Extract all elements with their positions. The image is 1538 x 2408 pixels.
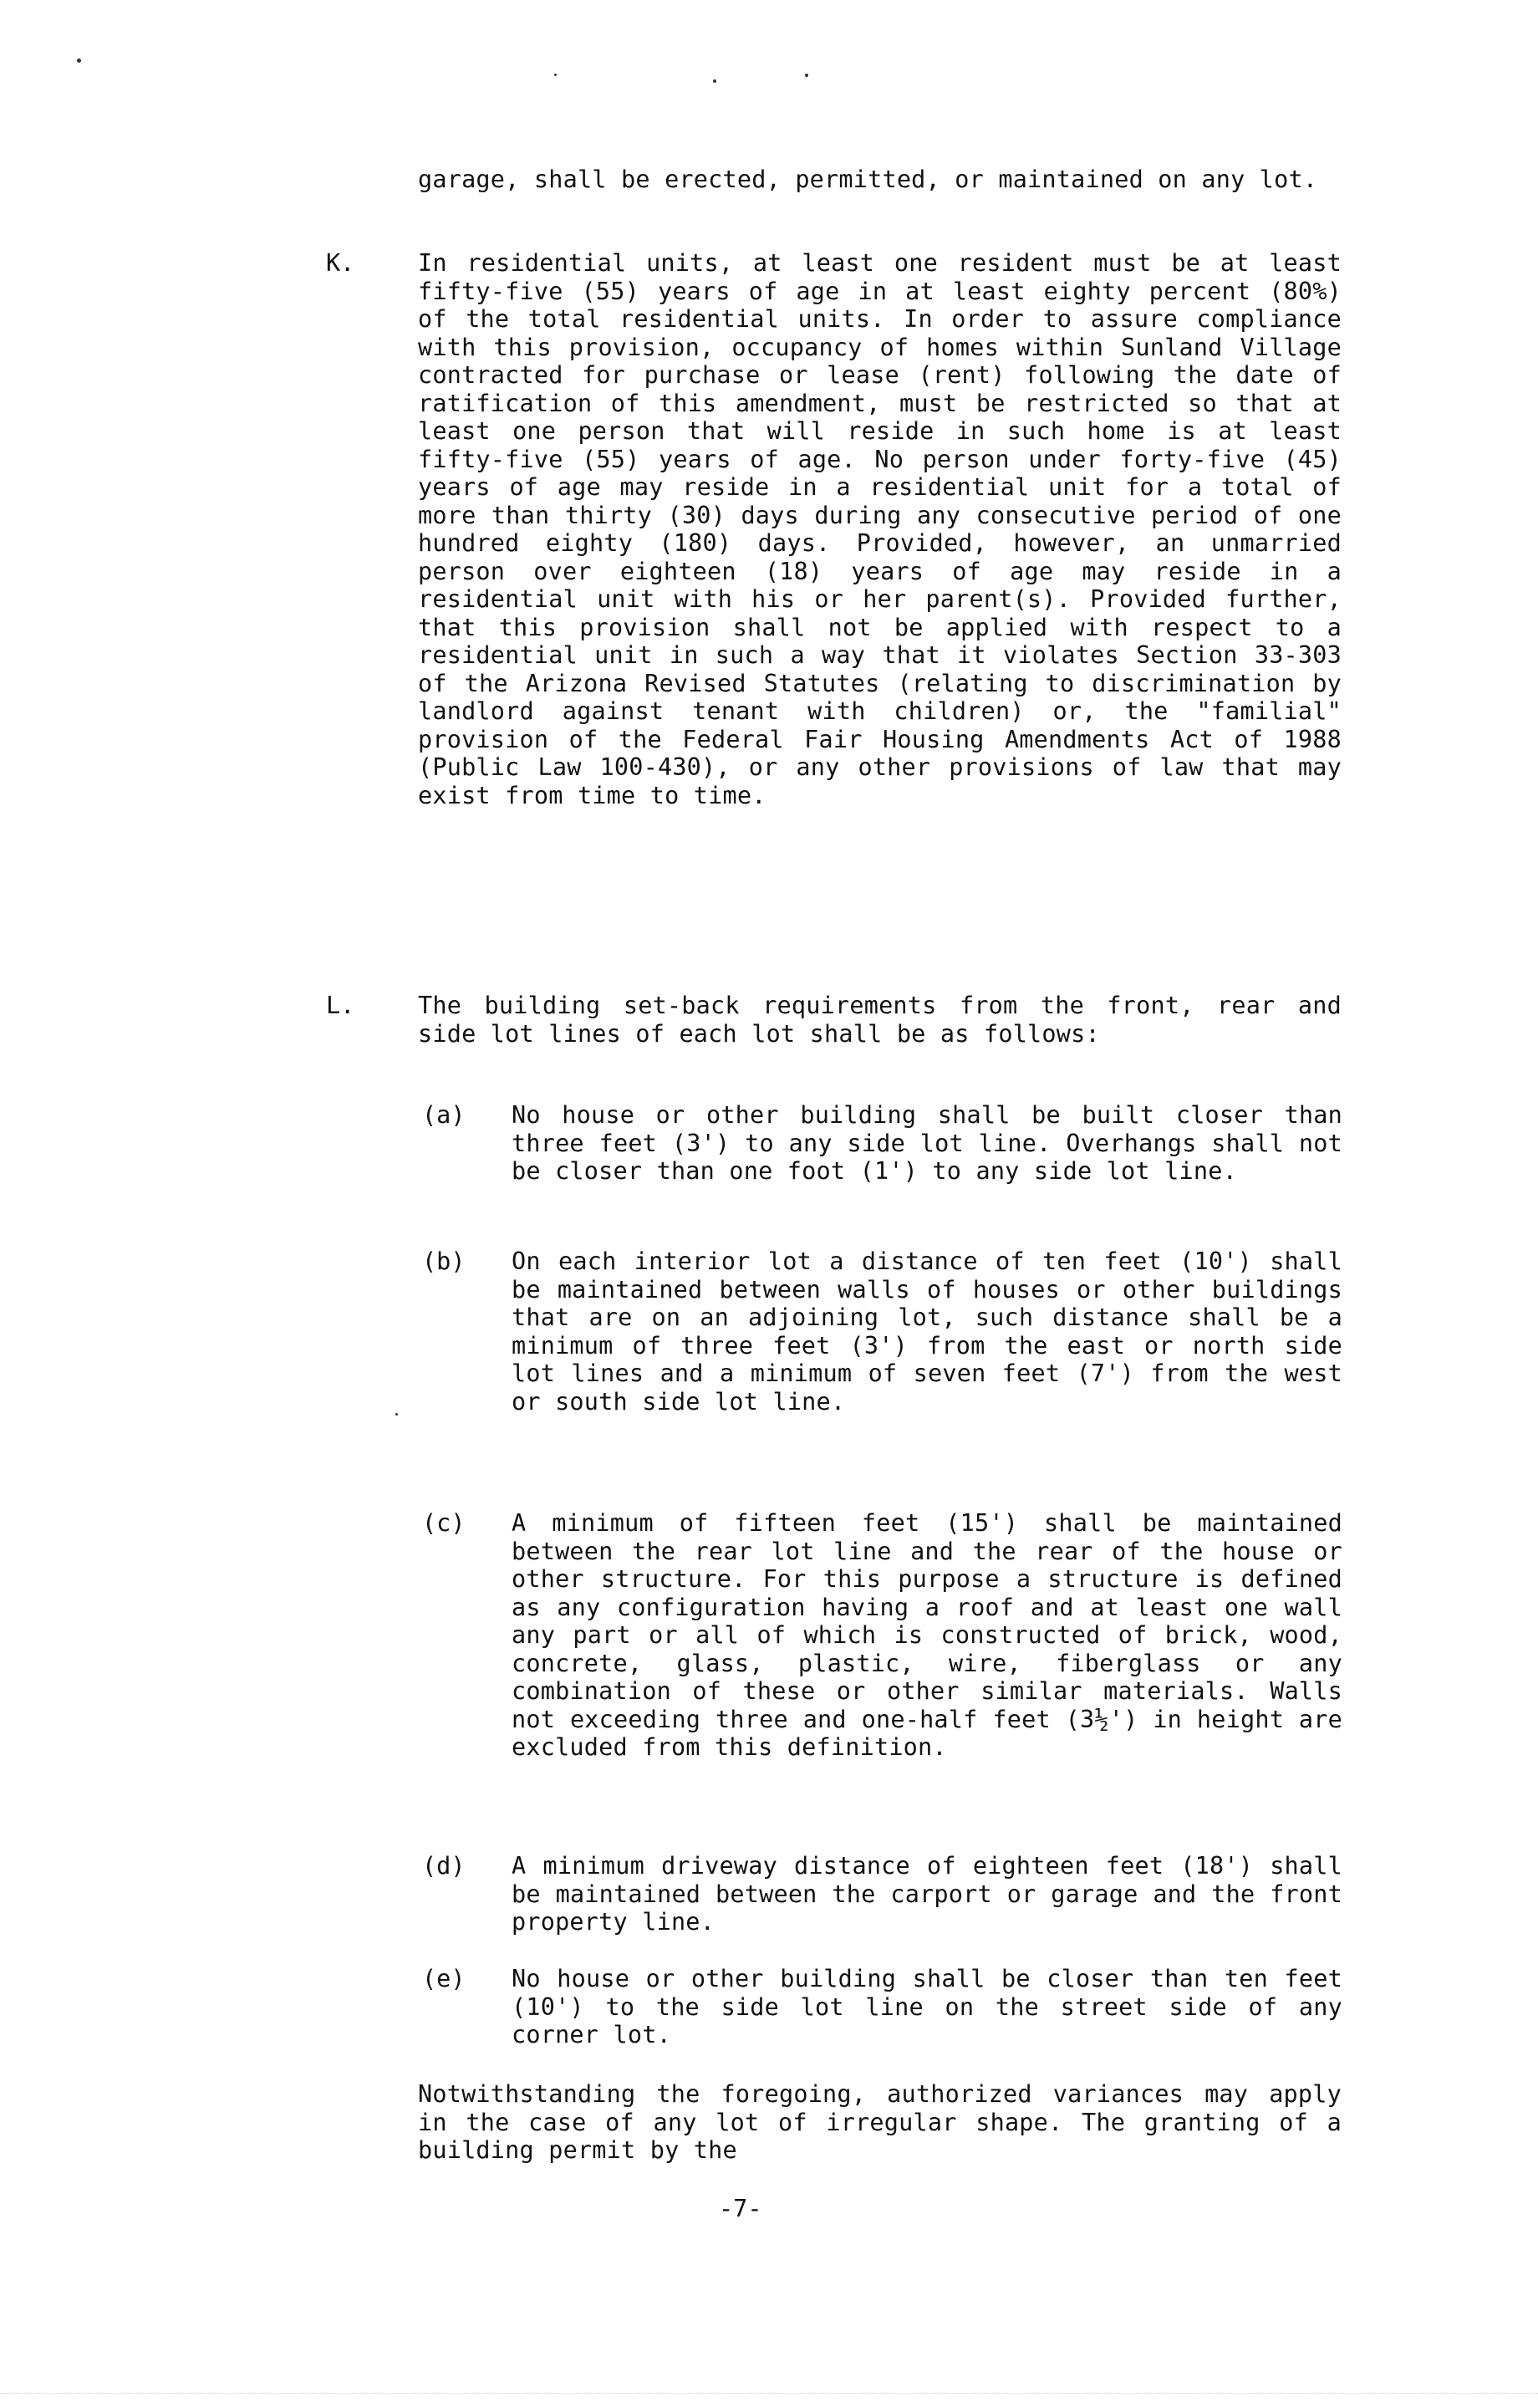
- closing-paragraph: Notwithstanding the foregoing, authorized variances may apply in the case of any lot of irregular shape. The granting of a building permit by the: [418, 2080, 1342, 2164]
- subsection-a-marker: (a): [422, 1101, 466, 1129]
- subsection-b-marker: (b): [422, 1247, 466, 1275]
- subsection-e-marker: (e): [422, 1965, 466, 1992]
- scan-speck: [395, 1413, 398, 1416]
- section-l-marker: L.: [326, 992, 355, 1019]
- section-k-marker: K.: [326, 249, 355, 277]
- subsection-d-marker: (d): [422, 1852, 466, 1880]
- intro-continuation: garage, shall be erected, permitted, or maintained on any lot.: [418, 166, 1318, 193]
- scan-speck: [805, 74, 808, 77]
- subsection-c-text: A minimum of fifteen feet (15') shall be maintained between the rear lot line and the rear of the house or other structure. For this purpose a structure is defined as any configuration having a roof and at least one wall any part or all of which is constructed of brick, wood, concrete, glass, plastic, wire, fiberglass or any combination of these or other similar materials. Walls not exceeding three and one-half feet (3½') in height are excluded from this definition.: [512, 1509, 1342, 1761]
- scan-speck: [554, 74, 557, 76]
- subsection-a-text: No house or other building shall be built closer than three feet (3') to any side lot line. Overhangs shall not be closer than one foot (1') to any side lot line.: [512, 1101, 1342, 1185]
- section-l-text: The building set-back requirements from the front, rear and side lot lines of each lot shall be as follows:: [418, 992, 1342, 1048]
- scan-bottom-edge: [0, 2393, 1538, 2394]
- scan-speck: [713, 79, 716, 83]
- section-k-text: In residential units, at least one resident must be at least fifty-five (55) years of age in at least eighty percent (80%) of the total residential units. In order to assure compliance with this provision, occupancy of homes within Sunland Village contracted for purchase or lease (rent) following the date of ratification of this amendment, must be restricted so that at least one person that will reside in such home is at least fifty-five (55) years of age. No person under forty-five (45) years of age may reside in a residential unit for a total of more than thirty (30) days during any consecutive period of one hundred eighty (180) days. Provided, however, an unmarried person over eighteen (18) years of age may reside in a residential unit with his or her parent(s). Provided further, that this provision shall not be applied with respect to a residential unit in such a way that it violates Section 33-303 of the Arizona Revised Statutes (relating to discrimination by landlord against tenant with children) or, the "familial" provision of the Federal Fair Housing Amendments Act of 1988 (Public Law 100-430), or any other provisions of law that may exist from time to time.: [418, 249, 1342, 809]
- subsection-c-marker: (c): [422, 1509, 466, 1537]
- subsection-b-text: On each interior lot a distance of ten feet (10') shall be maintained between walls of houses or other buildings that are on an adjoining lot, such distance shall be a minimum of three feet (3') from the east or north side lot lines and a minimum of seven feet (7') from the west or south side lot line.: [512, 1247, 1342, 1416]
- subsection-e-text: No house or other building shall be closer than ten feet (10') to the side lot line on the street side of any corner lot.: [512, 1965, 1342, 2048]
- subsection-d-text: A minimum driveway distance of eighteen feet (18') shall be maintained between the carport or garage and the front property line.: [512, 1852, 1342, 1936]
- page-number: -7-: [719, 2195, 762, 2222]
- scan-speck: [77, 59, 81, 63]
